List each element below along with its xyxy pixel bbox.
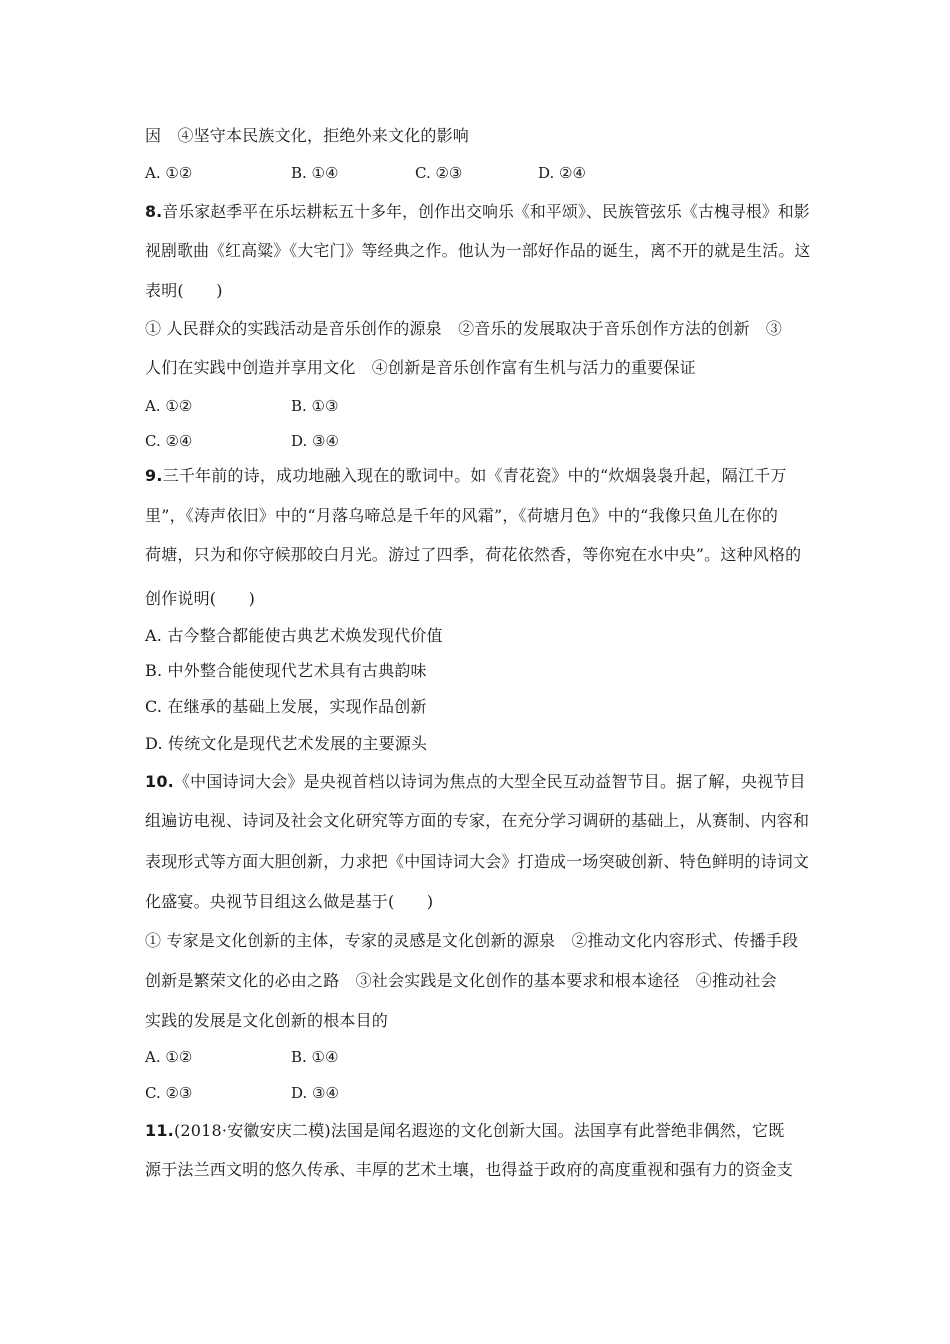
q9-stem-line-4: 创作说明( ) [145, 589, 256, 608]
q10-stem-line-1: 10.《中国诗词大会》是央视首档以诗词为焦点的大型全民互动益智节目。据了解，央视节目 [145, 772, 806, 791]
q10-stem-line-3: 表现形式等方面大胆创新，力求把《中国诗词大会》打造成一场突破创新、特色鲜明的诗词文 [145, 852, 810, 871]
q10-option-b: B. ①④ [291, 1048, 339, 1066]
q8-option-d: D. ③④ [291, 432, 339, 450]
q10-option-d: D. ③④ [291, 1084, 339, 1102]
q9-option-b: B. 中外整合能使现代艺术具有古典韵味 [145, 661, 427, 680]
q9-stem-line-2: 里”，《涛声依旧》中的“月落乌啼总是千年的风霜”，《荷塘月色》中的“我像只鱼儿在你的 [145, 506, 779, 525]
q8-option-c: C. ②④ [145, 432, 193, 450]
q8-stem-line-1: 8.音乐家赵季平在乐坛耕耘五十多年，创作出交响乐《和平颂》、民族管弦乐《古槐寻根》和影 [145, 202, 810, 221]
q9-option-a: A. 古今整合都能使古典艺术焕发现代价值 [145, 626, 443, 645]
q8-stem-line-3: 表明( ) [145, 281, 223, 300]
q8-stem-line-2: 视剧歌曲《红高粱》《大宅门》等经典之作。他认为一部好作品的诞生，离不开的就是生活。这 [145, 241, 811, 260]
q11-stem-line-2: 源于法兰西文明的悠久传承、丰厚的艺术土壤，也得益于政府的高度重视和强有力的资金支 [145, 1160, 794, 1179]
q10-number: 10. [145, 772, 174, 791]
q10-statement-line-3: 实践的发展是文化创新的根本目的 [145, 1011, 389, 1030]
q8-number: 8. [145, 202, 163, 221]
q7-option-d: D. ②④ [538, 164, 586, 182]
q10-stem-line-2: 组遍访电视、诗词及社会文化研究等方面的专家，在充分学习调研的基础上，从赛制、内容和 [145, 811, 810, 830]
q8-option-b: B. ①③ [291, 397, 339, 415]
q10-statement-line-1: ① 专家是文化创新的主体，专家的灵感是文化创新的源泉 ②推动文化内容形式、传播手段 [145, 931, 799, 950]
q10-stem-line-4: 化盛宴。央视节目组这么做是基于( ) [145, 892, 434, 911]
q8-option-a: A. ①② [145, 397, 193, 415]
q11-stem-line-1: 11.(2018·安徽安庆二模)法国是闻名遐迩的文化创新大国。法国享有此誉绝非偶然，它既 [145, 1121, 785, 1140]
q11-number: 11. [145, 1121, 174, 1140]
q7-option-a: A. ①② [145, 164, 193, 182]
q10-statement-line-2: 创新是繁荣文化的必由之路 ③社会实践是文化创作的基本要求和根本途径 ④推动社会 [145, 971, 777, 990]
q9-stem-line-1: 9.三千年前的诗，成功地融入现在的歌词中。如《青花瓷》中的“炊烟袅袅升起，隔江千万 [145, 466, 787, 485]
q9-stem-line-3: 荷塘，只为和你守候那皎白月光。游过了四季，荷花依然香，等你宛在水中央”。这种风格的 [145, 545, 802, 564]
q7-option-b: B. ①④ [291, 164, 339, 182]
q9-option-c: C. 在继承的基础上发展，实现作品创新 [145, 697, 427, 716]
q8-statement-line-1: ① 人民群众的实践活动是音乐创作的源泉 ②音乐的发展取决于音乐创作方法的创新 ③ [145, 319, 783, 338]
q7-tail: 因 ④坚守本民族文化，拒绝外来文化的影响 [145, 126, 470, 145]
q10-option-a: A. ①② [145, 1048, 193, 1066]
q7-option-c: C. ②③ [415, 164, 463, 182]
q9-option-d: D. 传统文化是现代艺术发展的主要源头 [145, 734, 428, 753]
q8-statement-line-2: 人们在实践中创造并享用文化 ④创新是音乐创作富有生机与活力的重要保证 [145, 358, 696, 377]
q10-option-c: C. ②③ [145, 1084, 193, 1102]
q9-number: 9. [145, 466, 163, 485]
